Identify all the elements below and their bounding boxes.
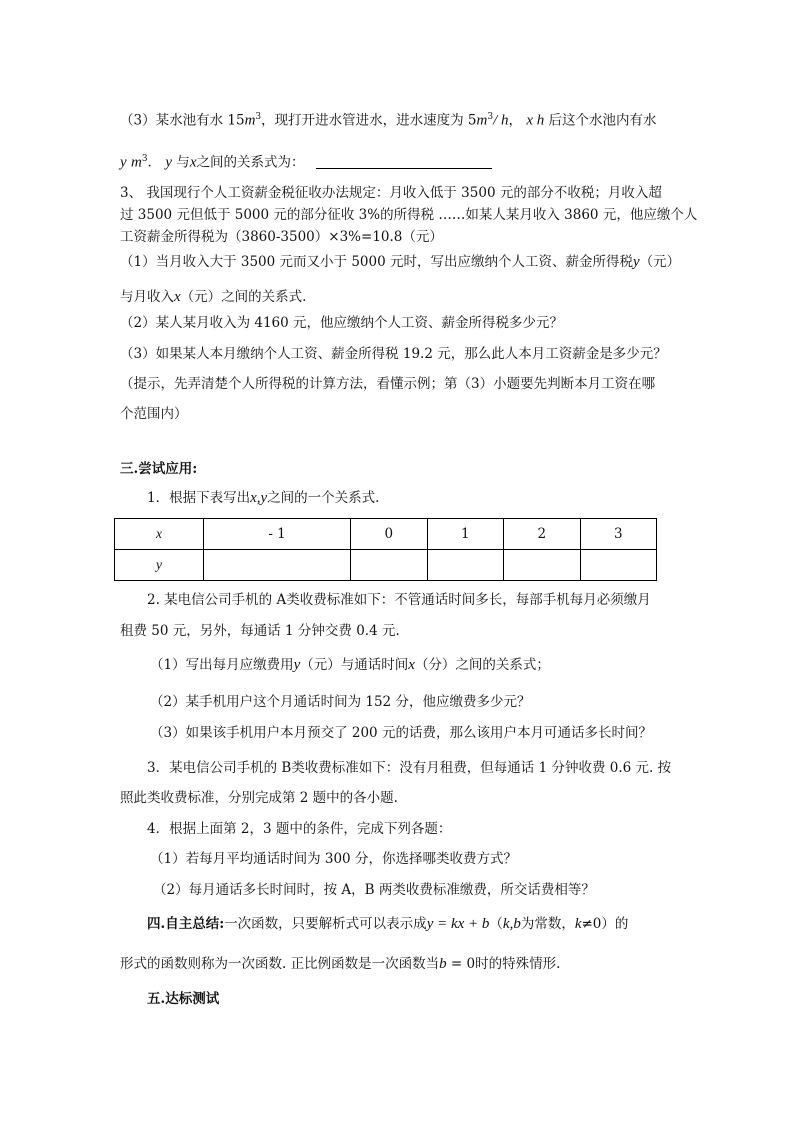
sec3-q3-line-2: 照此类收费标准，分别完成第 2 题中的各小题. bbox=[120, 790, 398, 806]
math: x bbox=[408, 657, 415, 673]
problem-3-line-2 bbox=[120, 150, 492, 172]
table-cell-empty[interactable] bbox=[204, 550, 351, 581]
math: / h bbox=[493, 112, 509, 129]
sec3-q4-sub-2: （2）每月通话多长时间时，按 A，B 两类收费标准缴费，所交话费相等？ bbox=[153, 882, 595, 898]
section-4-summary-line-1 bbox=[147, 915, 628, 933]
text: （元）之间的关系式. bbox=[180, 289, 307, 305]
sec3-q2-sub-1 bbox=[150, 656, 550, 674]
text: 1．根据下表写出 bbox=[147, 490, 251, 506]
table-cell: - 1 bbox=[204, 519, 351, 550]
math: k,b bbox=[502, 916, 521, 932]
formula: y = kx + b bbox=[426, 916, 490, 932]
sec3-q2-line-2: 租费 50 元，另外，每通话 1 分钟交费 0.4 元. bbox=[120, 623, 400, 639]
table-cell-empty[interactable] bbox=[427, 550, 503, 581]
sec3-q3-line-1: 3．某电信公司手机的 B类收费标准如下：没有月租费，但每通话 1 分钟收费 0.6 元. 按 bbox=[147, 760, 672, 776]
math: y bbox=[120, 154, 127, 171]
q3-hint-2: 个范围内） bbox=[120, 406, 188, 422]
text: 后这个水池内有水 bbox=[544, 112, 657, 129]
value-table bbox=[114, 518, 657, 581]
text: （1）写出每月应缴费用 bbox=[150, 657, 294, 673]
q3-hint-1: （提示，先弄清楚个人所得税的计算方法，看懂示例；第（3）小题要先判断本月工资在哪 bbox=[120, 376, 656, 392]
text: （分）之间的关系式； bbox=[414, 657, 550, 673]
text: 与月收入 bbox=[120, 289, 174, 305]
sec3-q2-sub-3: （3）如果该手机用户本月预交了 200 元的话费，那么该用户本月可通话多长时间？ bbox=[150, 725, 652, 741]
q3-sub-1-line-2 bbox=[120, 288, 306, 306]
math: m bbox=[476, 112, 488, 129]
table-header-x: x bbox=[115, 519, 204, 550]
q3-sub-2: （2）某人某月收入为 4160 元，他应缴纳个人工资、薪金所得税多少元？ bbox=[120, 315, 564, 331]
math: m bbox=[244, 112, 256, 129]
text: （1）当月收入大于 3500 元而又小于 5000 元时，写出应缴纳个人工资、薪金所得税 bbox=[120, 254, 633, 270]
math: x,y bbox=[250, 490, 268, 506]
text: ≠0）的 bbox=[581, 916, 629, 932]
table-header-y: y bbox=[115, 550, 204, 581]
table-cell: 1 bbox=[427, 519, 503, 550]
text: 一次函数，只要解析式可以表示成 bbox=[224, 916, 427, 932]
math: y bbox=[293, 657, 301, 673]
q3-line-1: 3、 我国现行个人工资薪金税征收办法规定：月收入低于 3500 元的部分不收税；月收入超 bbox=[120, 185, 662, 201]
text: 与 bbox=[172, 154, 190, 171]
sup: 3 bbox=[255, 112, 262, 122]
text: （元） bbox=[639, 254, 681, 270]
text: 形式的函数则称为一次函数. 正比例函数是一次函数当 bbox=[120, 956, 440, 972]
math: y bbox=[165, 154, 173, 171]
table-cell: 0 bbox=[351, 519, 427, 550]
section-4-title: 四.自主总结: bbox=[147, 916, 225, 932]
table-row-x bbox=[115, 519, 657, 550]
table-row-y bbox=[115, 550, 657, 581]
math: x bbox=[174, 289, 181, 305]
sec3-q2-line-1: 2. 某电信公司手机的 A类收费标准如下：不管通话时间多长，每部手机每月必须缴月 bbox=[147, 592, 651, 608]
math: b bbox=[439, 956, 447, 972]
text: （元）与通话时间 bbox=[300, 657, 409, 673]
q3-line-3: 工资薪金所得税为（3860-3500）×3%=10.8（元） bbox=[120, 229, 443, 245]
text: （3）某水池有水 15 bbox=[120, 112, 245, 129]
sec3-q4-sub-1: （1）若每月平均通话时间为 300 分，你选择哪类收费方式？ bbox=[150, 851, 517, 867]
table-cell-empty[interactable] bbox=[580, 550, 657, 581]
problem-3-line-1 bbox=[120, 108, 657, 130]
math: x bbox=[526, 112, 533, 129]
math: m bbox=[130, 154, 142, 171]
text: （ bbox=[489, 916, 503, 932]
answer-blank[interactable] bbox=[316, 154, 492, 169]
table-cell: 2 bbox=[504, 519, 580, 550]
sup: 3 bbox=[141, 154, 148, 164]
sec3-q1 bbox=[147, 489, 379, 507]
math: k bbox=[574, 916, 582, 932]
sup: 3 bbox=[487, 112, 494, 122]
text: 为常数， bbox=[520, 916, 575, 932]
q3-sub-1-line-1 bbox=[120, 253, 680, 271]
text: ，现打开进水管进水，进水速度为 5 bbox=[261, 112, 477, 129]
table-cell-empty[interactable] bbox=[351, 550, 427, 581]
q3-line-2: 过 3500 元但低于 5000 元的部分征收 3%的所得税 ……如某人某月收入 3860 元，他应缴个人 bbox=[120, 207, 698, 223]
math: x bbox=[189, 154, 197, 171]
section-3-title: 三.尝试应用: bbox=[120, 461, 198, 477]
math: y bbox=[632, 254, 640, 270]
sec3-q2-sub-2: （2）某手机用户这个月通话时间为 152 分，他应缴费多少元？ bbox=[150, 694, 531, 710]
text: 之间的关系式为： bbox=[196, 154, 305, 171]
text: 之间的一个关系式. bbox=[267, 490, 380, 506]
math: h bbox=[533, 112, 545, 129]
text: ， bbox=[508, 112, 523, 129]
text: ． bbox=[147, 154, 162, 171]
text: = 0时的特殊情形. bbox=[446, 956, 561, 972]
table-cell: 3 bbox=[580, 519, 657, 550]
table-cell-empty[interactable] bbox=[504, 550, 580, 581]
section-4-summary-line-2 bbox=[120, 955, 560, 973]
section-5-title: 五.达标测试 bbox=[147, 991, 220, 1007]
q3-sub-3: （3）如果某人本月缴纳个人工资、薪金所得税 19.2 元，那么此人本月工资薪金是多少元？ bbox=[120, 346, 667, 362]
sec3-q4: 4．根据上面第 2，3 题中的条件，完成下列各题： bbox=[147, 821, 452, 837]
